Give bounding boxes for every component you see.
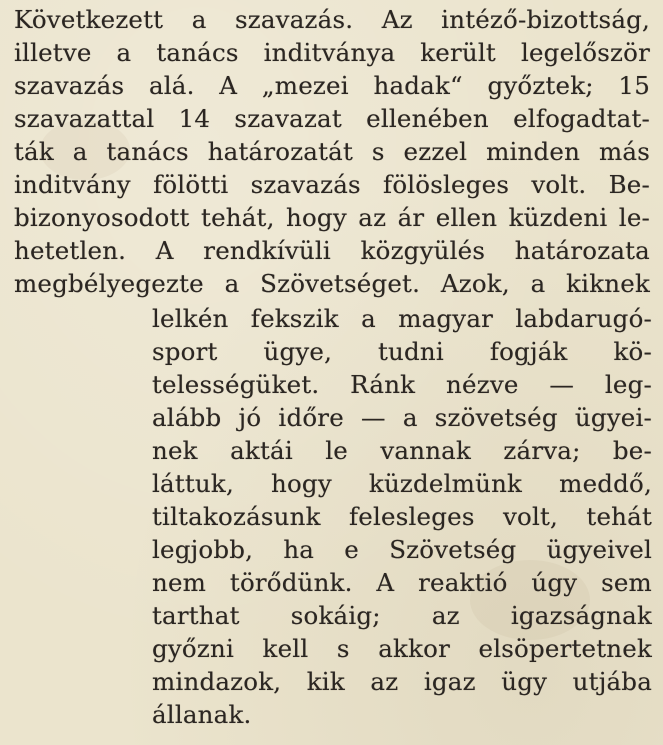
text-line: tarthat sokáig; az igazságnak (152, 601, 652, 630)
text-line: hetetlen. A rendkívüli közgyülés határozata (14, 236, 650, 265)
text-line: szavazás alá. A „mezei hadak“ győztek; 15 (14, 71, 650, 100)
text-line: sport ügye, tudni fogják kö- (152, 337, 652, 366)
text-line: legjobb, ha e Szövetség ügyeivel (152, 535, 652, 564)
text-line: tiltakozásunk felesleges volt, tehát (152, 502, 652, 531)
text-line: inditvány fölötti szavazás fölösleges volt. Be- (14, 170, 650, 199)
text-line: győzni kell s akkor elsöpertetnek (152, 634, 652, 663)
text-line: lelkén fekszik a magyar labdarugó- (152, 304, 652, 333)
text-line: szavazattal 14 szavazat ellenében elfogadtat- (14, 104, 650, 133)
text-line: telességüket. Ránk nézve — leg- (152, 370, 652, 399)
text-line: illetve a tanács inditványa került legelőször (14, 38, 650, 67)
text-line: ták a tanács határozatát s ezzel minden más (14, 137, 650, 166)
text-line: megbélyegezte a Szövetséget. Azok, a kiknek (14, 269, 650, 298)
text-line: láttuk, hogy küzdelmünk meddő, (152, 469, 652, 498)
text-line: állanak. (152, 700, 252, 729)
text-line: Következett a szavazás. Az intéző-bizottság, (14, 5, 650, 34)
text-line: alább jó időre — a szövetség ügyei- (152, 403, 652, 432)
text-line: mindazok, kik az igaz ügy utjába (152, 667, 652, 696)
text-line: nek aktái le vannak zárva; be- (152, 436, 652, 465)
text-line: bizonyosodott tehát, hogy az ár ellen küzdeni le- (14, 203, 650, 232)
text-line: nem törődünk. A reaktió úgy sem (152, 568, 652, 597)
